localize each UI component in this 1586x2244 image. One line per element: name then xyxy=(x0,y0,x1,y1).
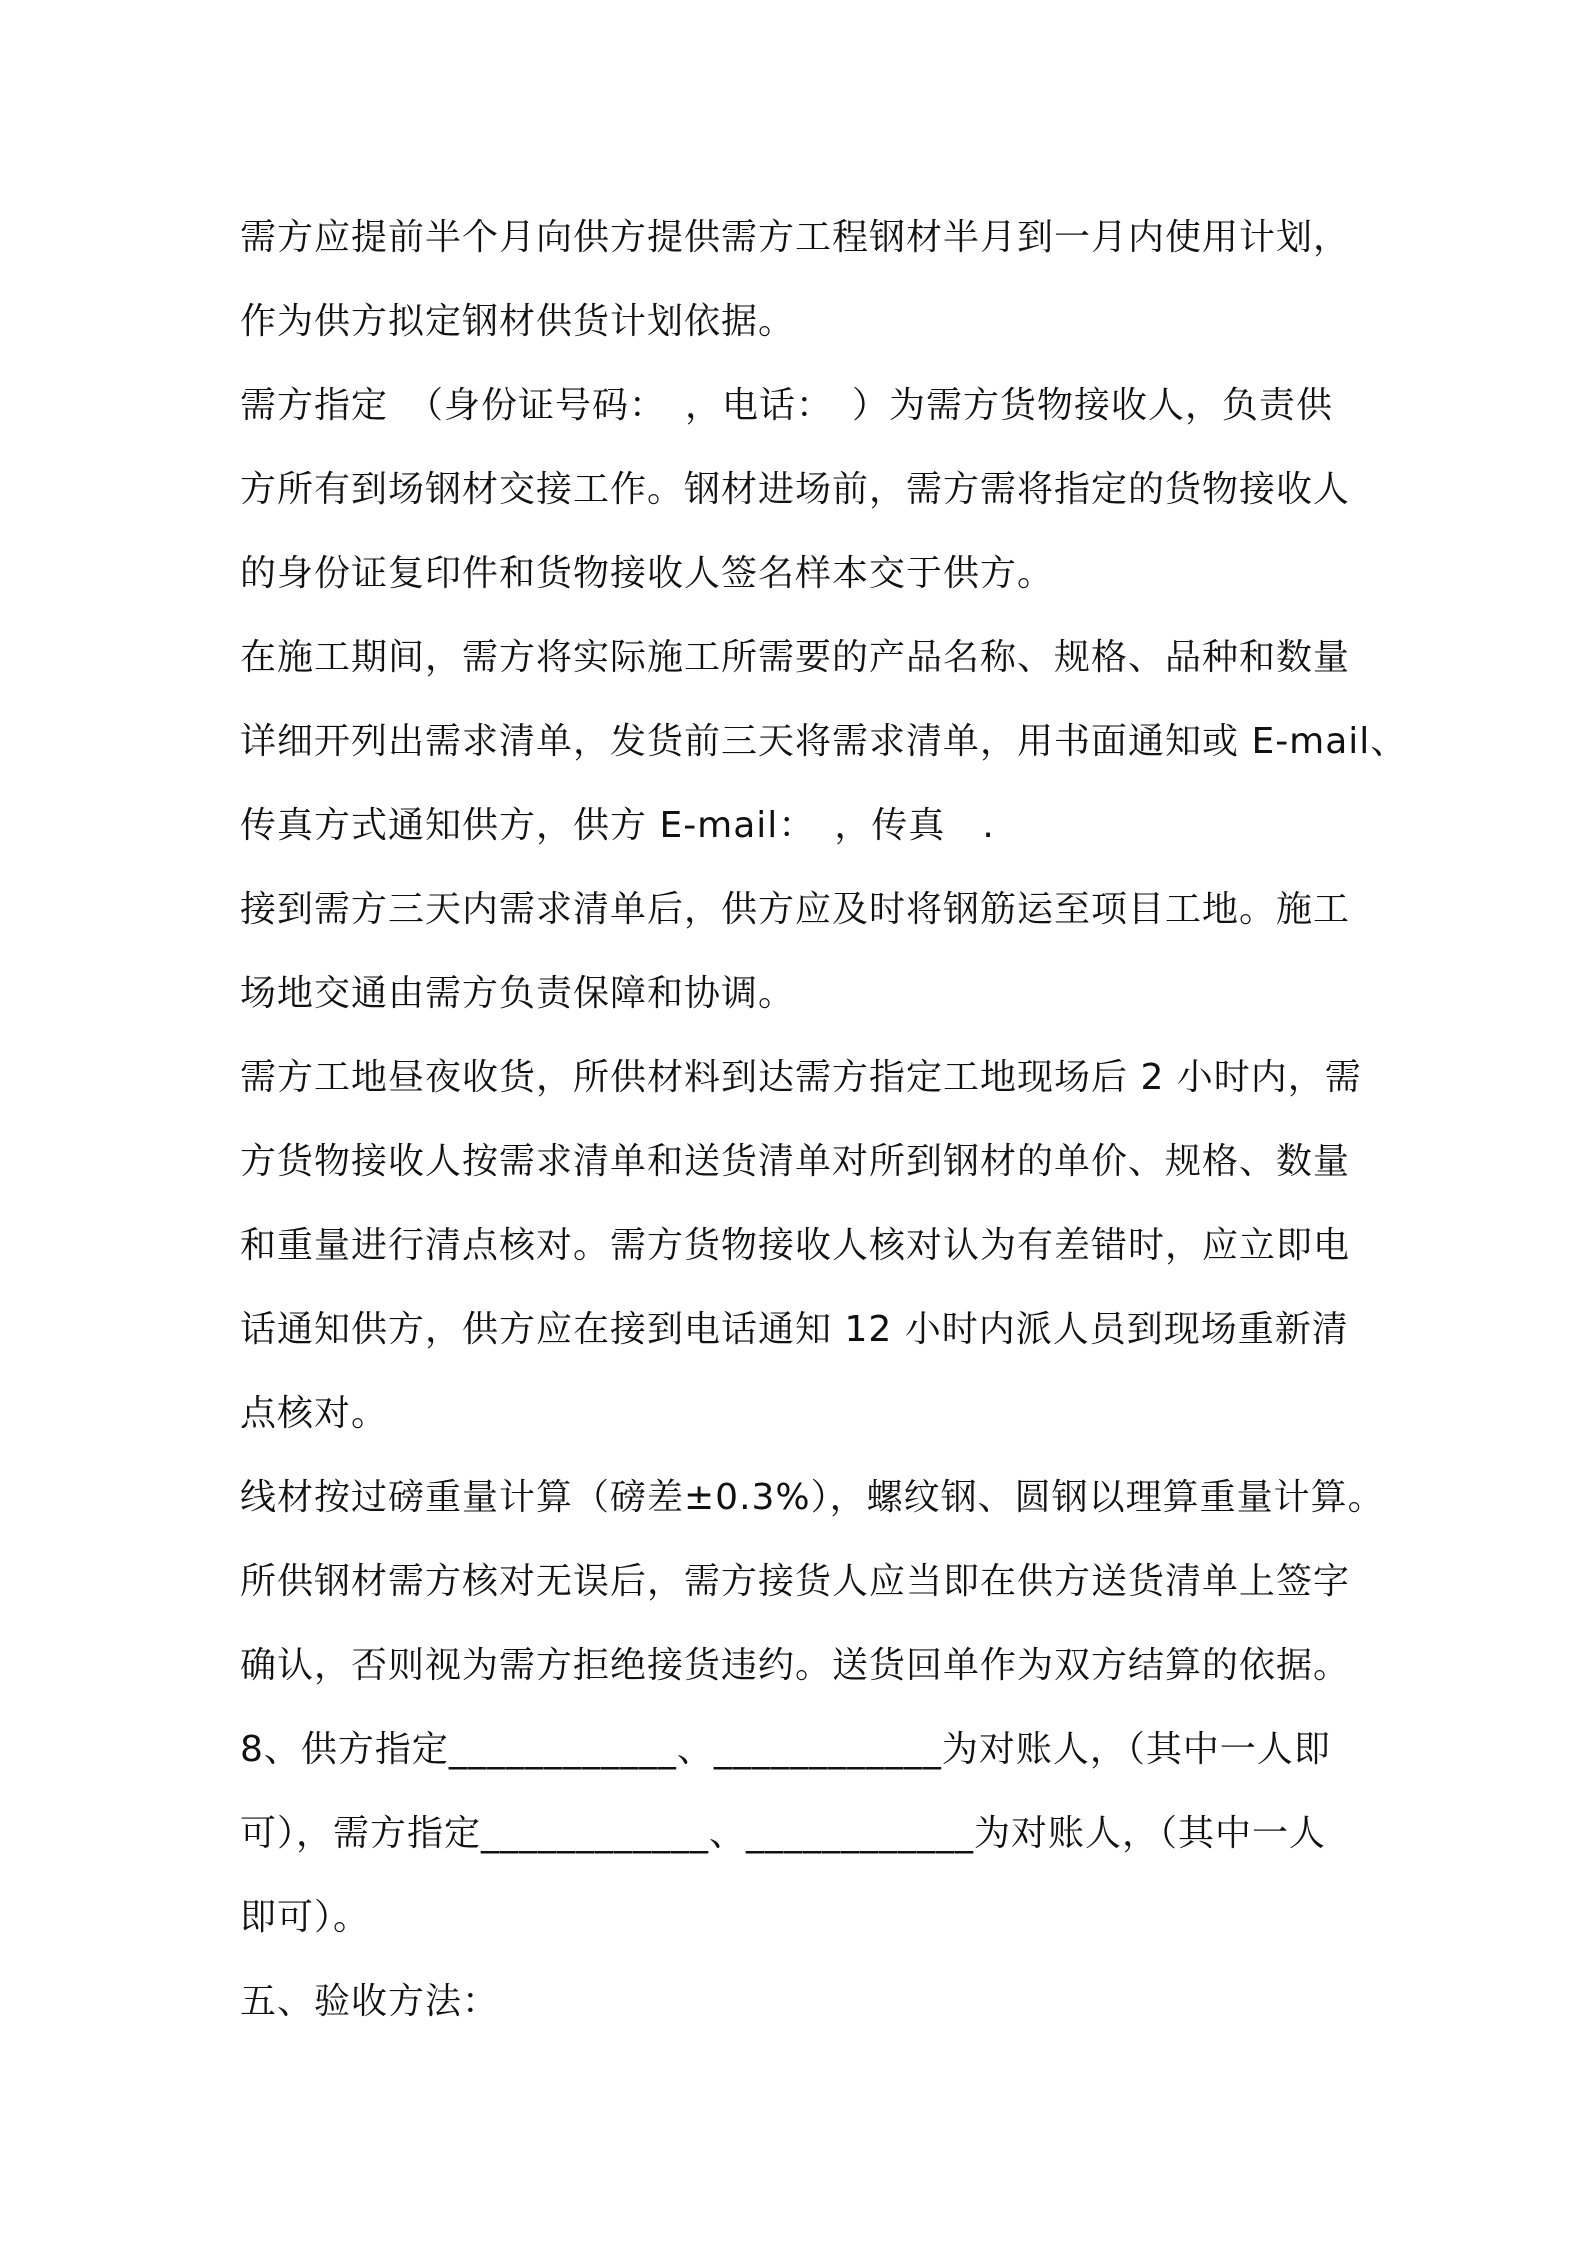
text-line: 话通知供方，供方应在接到电话通知 12 小时内派人员到现场重新清 xyxy=(240,1309,1349,1350)
text-line: 的身份证复印件和货物接收人签名样本交于供方。 xyxy=(240,553,1055,594)
text-line: 方货物接收人按需求清单和送货清单对所到钢材的单价、规格、数量 xyxy=(240,1141,1351,1182)
text-line: 需方指定 （身份证号码： ，电话： ）为需方货物接收人，负责供 xyxy=(240,385,1334,426)
section-heading: 五、验收方法： xyxy=(240,1981,500,2022)
text-line: 需方应提前半个月向供方提供需方工程钢材半月到一月内使用计划， xyxy=(240,217,1351,258)
text-line: 8、供方指定____________、____________为对账人，（其中一人即 xyxy=(240,1729,1331,1770)
text-line: 和重量进行清点核对。需方货物接收人核对认为有差错时，应立即电 xyxy=(240,1225,1351,1266)
text-line: 作为供方拟定钢材供货计划依据。 xyxy=(240,301,796,342)
text-line: 在施工期间，需方将实际施工所需要的产品名称、规格、品种和数量 xyxy=(240,637,1351,678)
text-line: 所供钢材需方核对无误后，需方接货人应当即在供方送货清单上签字 xyxy=(240,1561,1351,1602)
text-line: 场地交通由需方负责保障和协调。 xyxy=(240,973,796,1014)
text-line: 需方工地昼夜收货，所供材料到达需方指定工地现场后 2 小时内，需 xyxy=(240,1057,1362,1098)
text-line: 点核对。 xyxy=(240,1393,389,1434)
text-line: 方所有到场钢材交接工作。钢材进场前，需方需将指定的货物接收人 xyxy=(240,469,1351,510)
text-line: 即可）。 xyxy=(240,1897,371,1938)
text-line: 确认，否则视为需方拒绝接货违约。送货回单作为双方结算的依据。 xyxy=(240,1645,1351,1686)
text-line: 接到需方三天内需求清单后，供方应及时将钢筋运至项目工地。施工 xyxy=(240,889,1351,930)
contract-text-block xyxy=(240,196,1408,2044)
text-line: 线材按过磅重量计算（磅差±0.3%），螺纹钢、圆钢以理算重量计算。 xyxy=(240,1477,1385,1518)
text-line: 可），需方指定____________、____________为对账人，（其中一人 xyxy=(240,1813,1327,1854)
text-line: 详细开列出需求清单，发货前三天将需求清单，用书面通知或 E-mail、 xyxy=(240,721,1408,762)
text-line: 传真方式通知供方，供方 E-mail： ，传真 . xyxy=(240,805,995,846)
